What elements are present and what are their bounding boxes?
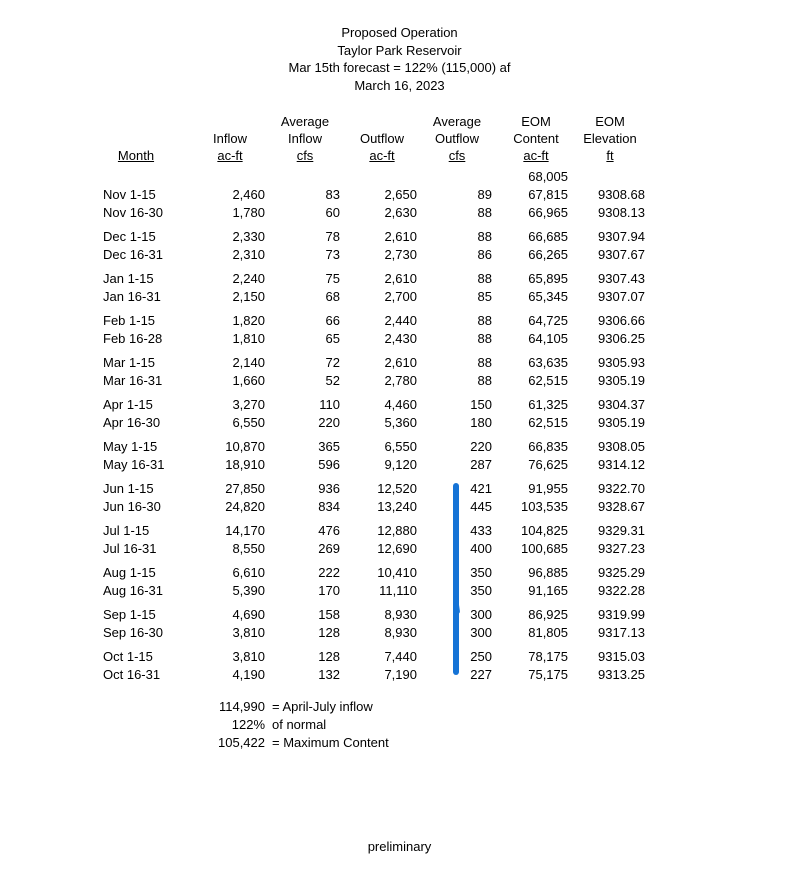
cell-eom-content: 91,165 <box>528 583 568 598</box>
cell-month: Jan 1-15 <box>103 271 154 286</box>
cell-month: Nov 16-30 <box>103 205 163 220</box>
cell-inflow: 1,780 <box>232 205 265 220</box>
cell-month: May 16-31 <box>103 457 165 472</box>
cell-month: Apr 1-15 <box>103 397 153 412</box>
cell-eom-elevation: 9322.70 <box>598 481 645 496</box>
cell-avg-inflow: 220 <box>318 415 340 430</box>
cell-outflow: 2,430 <box>384 331 417 346</box>
cell-avg-outflow: 88 <box>477 355 492 370</box>
cell-avg-outflow: 150 <box>470 397 492 412</box>
cell-avg-outflow: 85 <box>477 289 492 304</box>
note-label: of normal <box>272 717 327 732</box>
cell-outflow: 2,700 <box>384 289 417 304</box>
header-month: Month <box>117 148 155 163</box>
cell-avg-inflow: 834 <box>318 499 340 514</box>
cell-eom-elevation: 9305.93 <box>598 355 645 370</box>
cell-avg-inflow: 365 <box>318 439 340 454</box>
cell-inflow: 8,550 <box>232 541 265 556</box>
cell-eom-elevation: 9306.25 <box>598 331 645 346</box>
cell-avg-outflow: 433 <box>470 523 492 538</box>
header-inflow: Inflow ac-ft <box>213 131 247 163</box>
cell-avg-inflow: 269 <box>318 541 340 556</box>
cell-avg-inflow: 476 <box>318 523 340 538</box>
cell-avg-outflow: 88 <box>477 373 492 388</box>
note-value: 114,990 <box>218 699 265 714</box>
starting-content: 68,005 <box>528 169 568 184</box>
cell-outflow: 6,550 <box>384 439 417 454</box>
cell-eom-elevation: 9317.13 <box>598 625 645 640</box>
cell-eom-content: 103,535 <box>521 499 568 514</box>
cell-eom-content: 66,835 <box>528 439 568 454</box>
cell-outflow: 12,690 <box>377 541 417 556</box>
header-avg-inflow: Average Inflow cfs <box>280 114 330 163</box>
cell-outflow: 9,120 <box>384 457 417 472</box>
cell-eom-content: 96,885 <box>528 565 568 580</box>
cell-avg-outflow: 89 <box>477 187 492 202</box>
cell-inflow: 5,390 <box>232 583 265 598</box>
cell-eom-content: 86,925 <box>528 607 568 622</box>
cell-outflow: 5,360 <box>384 415 417 430</box>
cell-outflow: 2,780 <box>384 373 417 388</box>
cell-eom-content: 64,105 <box>528 331 568 346</box>
cell-eom-elevation: 9315.03 <box>598 649 645 664</box>
cell-month: Jun 16-30 <box>103 499 161 514</box>
cell-eom-elevation: 9307.43 <box>598 271 645 286</box>
cell-avg-inflow: 72 <box>325 355 340 370</box>
cell-avg-outflow: 300 <box>470 607 492 622</box>
cell-avg-outflow: 227 <box>470 667 492 682</box>
cell-inflow: 2,150 <box>232 289 265 304</box>
cell-eom-content: 67,815 <box>528 187 568 202</box>
cell-eom-elevation: 9327.23 <box>598 541 645 556</box>
cell-outflow: 8,930 <box>384 607 417 622</box>
note-value: 122% <box>231 717 265 732</box>
cell-inflow: 3,270 <box>232 397 265 412</box>
cell-avg-inflow: 73 <box>325 247 340 262</box>
cell-eom-content: 81,805 <box>528 625 568 640</box>
cell-inflow: 4,690 <box>232 607 265 622</box>
cell-avg-inflow: 110 <box>319 397 340 412</box>
cell-month: Sep 16-30 <box>103 625 163 640</box>
cell-inflow: 18,910 <box>225 457 265 472</box>
cell-outflow: 7,190 <box>384 667 417 682</box>
cell-eom-content: 62,515 <box>528 373 568 388</box>
cell-eom-content: 61,325 <box>528 397 568 412</box>
cell-avg-outflow: 350 <box>470 583 492 598</box>
cell-month: Aug 16-31 <box>103 583 163 598</box>
header-eom-elevation: EOM Elevation ft <box>583 114 637 163</box>
cell-eom-elevation: 9314.12 <box>598 457 645 472</box>
cell-inflow: 6,610 <box>232 565 265 580</box>
cell-eom-content: 65,345 <box>528 289 568 304</box>
note-value: 105,422 <box>218 735 265 750</box>
cell-eom-content: 104,825 <box>521 523 568 538</box>
cell-eom-elevation: 9306.66 <box>598 313 645 328</box>
cell-outflow: 2,610 <box>384 355 417 370</box>
cell-avg-inflow: 75 <box>325 271 340 286</box>
cell-avg-outflow: 88 <box>477 205 492 220</box>
cell-inflow: 2,310 <box>232 247 265 262</box>
cell-eom-elevation: 9308.68 <box>598 187 645 202</box>
cell-month: Oct 1-15 <box>103 649 153 664</box>
cell-avg-outflow: 88 <box>477 229 492 244</box>
cell-month: May 1-15 <box>103 439 158 454</box>
cell-month: Feb 16-28 <box>103 331 163 346</box>
report-title: Proposed Operation <box>341 25 458 40</box>
cell-avg-inflow: 66 <box>325 313 340 328</box>
cell-eom-elevation: 9329.31 <box>598 523 645 538</box>
cell-inflow: 2,240 <box>232 271 265 286</box>
cell-inflow: 24,820 <box>225 499 265 514</box>
header-outflow: Outflow ac-ft <box>359 131 405 163</box>
cell-eom-content: 76,625 <box>528 457 568 472</box>
cell-outflow: 7,440 <box>384 649 417 664</box>
cell-avg-inflow: 65 <box>325 331 340 346</box>
cell-eom-content: 66,685 <box>528 229 568 244</box>
cell-avg-outflow: 300 <box>470 625 492 640</box>
cell-month: Dec 1-15 <box>103 229 156 244</box>
cell-avg-outflow: 88 <box>477 331 492 346</box>
cell-eom-content: 66,965 <box>528 205 568 220</box>
note-label: = April-July inflow <box>272 699 373 714</box>
cell-eom-content: 75,175 <box>528 667 568 682</box>
cell-month: Jan 16-31 <box>103 289 161 304</box>
report-date: March 16, 2023 <box>354 77 445 93</box>
report-title-block <box>0 24 799 94</box>
cell-avg-outflow: 421 <box>470 481 492 496</box>
cell-month: Mar 16-31 <box>103 373 163 388</box>
cell-month: Feb 1-15 <box>103 313 156 328</box>
cell-month: Apr 16-30 <box>103 415 161 430</box>
cell-avg-outflow: 86 <box>477 247 492 262</box>
cell-inflow: 1,660 <box>232 373 265 388</box>
cell-eom-elevation: 9319.99 <box>598 607 645 622</box>
cell-outflow: 2,650 <box>384 187 417 202</box>
cell-inflow: 2,460 <box>232 187 265 202</box>
table-header <box>0 113 799 173</box>
reservoir-name: Taylor Park Reservoir <box>337 42 462 58</box>
cell-eom-elevation: 9307.67 <box>598 247 645 262</box>
cell-avg-outflow: 287 <box>470 457 492 472</box>
cell-eom-elevation: 9308.13 <box>598 205 645 220</box>
cell-month: Jul 16-31 <box>103 541 157 556</box>
cell-month: Sep 1-15 <box>103 607 156 622</box>
cell-eom-elevation: 9322.28 <box>598 583 645 598</box>
cell-avg-outflow: 250 <box>470 649 492 664</box>
cell-eom-content: 62,515 <box>528 415 568 430</box>
cell-inflow: 2,330 <box>232 229 265 244</box>
cell-eom-content: 65,895 <box>528 271 568 286</box>
cell-eom-content: 64,725 <box>528 313 568 328</box>
cell-avg-inflow: 132 <box>318 667 340 682</box>
cell-eom-elevation: 9313.25 <box>598 667 645 682</box>
cell-inflow: 27,850 <box>225 481 265 496</box>
cell-eom-elevation: 9307.94 <box>598 229 645 244</box>
forecast-line: Mar 15th forecast = 122% (115,000) af <box>288 60 511 75</box>
cell-eom-content: 63,635 <box>528 355 568 370</box>
header-avg-outflow: Average Outflow cfs <box>432 114 482 163</box>
cell-month: Aug 1-15 <box>103 565 156 580</box>
cell-inflow: 1,820 <box>232 313 265 328</box>
cell-avg-outflow: 88 <box>477 313 492 328</box>
cell-inflow: 3,810 <box>232 649 265 664</box>
cell-inflow: 10,870 <box>225 439 265 454</box>
cell-month: Oct 16-31 <box>103 667 161 682</box>
cell-inflow: 1,810 <box>232 331 265 346</box>
cell-eom-elevation: 9307.07 <box>598 289 645 304</box>
cell-outflow: 12,520 <box>377 481 417 496</box>
cell-outflow: 4,460 <box>384 397 417 412</box>
cell-eom-elevation: 9305.19 <box>598 373 645 388</box>
cell-inflow: 3,810 <box>232 625 265 640</box>
cell-avg-inflow: 83 <box>325 187 340 202</box>
cell-month: Jul 1-15 <box>103 523 150 538</box>
cell-avg-outflow: 220 <box>470 439 492 454</box>
cell-eom-elevation: 9305.19 <box>598 415 645 430</box>
cell-avg-inflow: 596 <box>318 457 340 472</box>
cell-inflow: 6,550 <box>232 415 265 430</box>
cell-eom-content: 66,265 <box>528 247 568 262</box>
cell-avg-inflow: 170 <box>318 583 340 598</box>
cell-outflow: 12,880 <box>377 523 417 538</box>
cell-avg-outflow: 445 <box>470 499 492 514</box>
cell-avg-inflow: 60 <box>325 205 340 220</box>
cell-avg-inflow: 936 <box>318 481 340 496</box>
cell-outflow: 2,440 <box>384 313 417 328</box>
cell-outflow: 11,110 <box>379 583 417 598</box>
cell-avg-inflow: 78 <box>325 229 340 244</box>
cell-outflow: 13,240 <box>377 499 417 514</box>
cell-avg-inflow: 68 <box>325 289 340 304</box>
header-eom-content: EOM Content ac-ft <box>513 114 559 163</box>
cell-eom-elevation: 9308.05 <box>598 439 645 454</box>
cell-avg-outflow: 180 <box>470 415 492 430</box>
cell-avg-outflow: 350 <box>470 565 492 580</box>
highlight-marker <box>453 483 459 675</box>
cell-month: Mar 1-15 <box>103 355 156 370</box>
cell-eom-elevation: 9328.67 <box>598 499 645 514</box>
cell-outflow: 2,630 <box>384 205 417 220</box>
cell-eom-content: 100,685 <box>521 541 568 556</box>
cell-eom-elevation: 9325.29 <box>598 565 645 580</box>
cell-month: Jun 1-15 <box>103 481 154 496</box>
cell-month: Dec 16-31 <box>103 247 163 262</box>
cell-avg-inflow: 128 <box>318 649 340 664</box>
cell-outflow: 2,730 <box>384 247 417 262</box>
note-label: = Maximum Content <box>272 735 389 750</box>
cell-avg-outflow: 88 <box>477 271 492 286</box>
cell-month: Nov 1-15 <box>103 187 156 202</box>
cell-inflow: 14,170 <box>225 523 265 538</box>
cell-eom-content: 91,955 <box>528 481 568 496</box>
cell-avg-inflow: 128 <box>318 625 340 640</box>
cell-avg-inflow: 52 <box>325 373 340 388</box>
cell-outflow: 10,410 <box>377 565 417 580</box>
cell-outflow: 8,930 <box>384 625 417 640</box>
cell-avg-inflow: 222 <box>318 565 340 580</box>
footer-preliminary: preliminary <box>367 839 432 854</box>
cell-eom-elevation: 9304.37 <box>598 397 645 412</box>
cell-outflow: 2,610 <box>384 271 417 286</box>
cell-avg-inflow: 158 <box>318 607 340 622</box>
cell-avg-outflow: 400 <box>470 541 492 556</box>
cell-inflow: 2,140 <box>232 355 265 370</box>
cell-outflow: 2,610 <box>384 229 417 244</box>
cell-inflow: 4,190 <box>232 667 265 682</box>
cell-eom-content: 78,175 <box>528 649 568 664</box>
